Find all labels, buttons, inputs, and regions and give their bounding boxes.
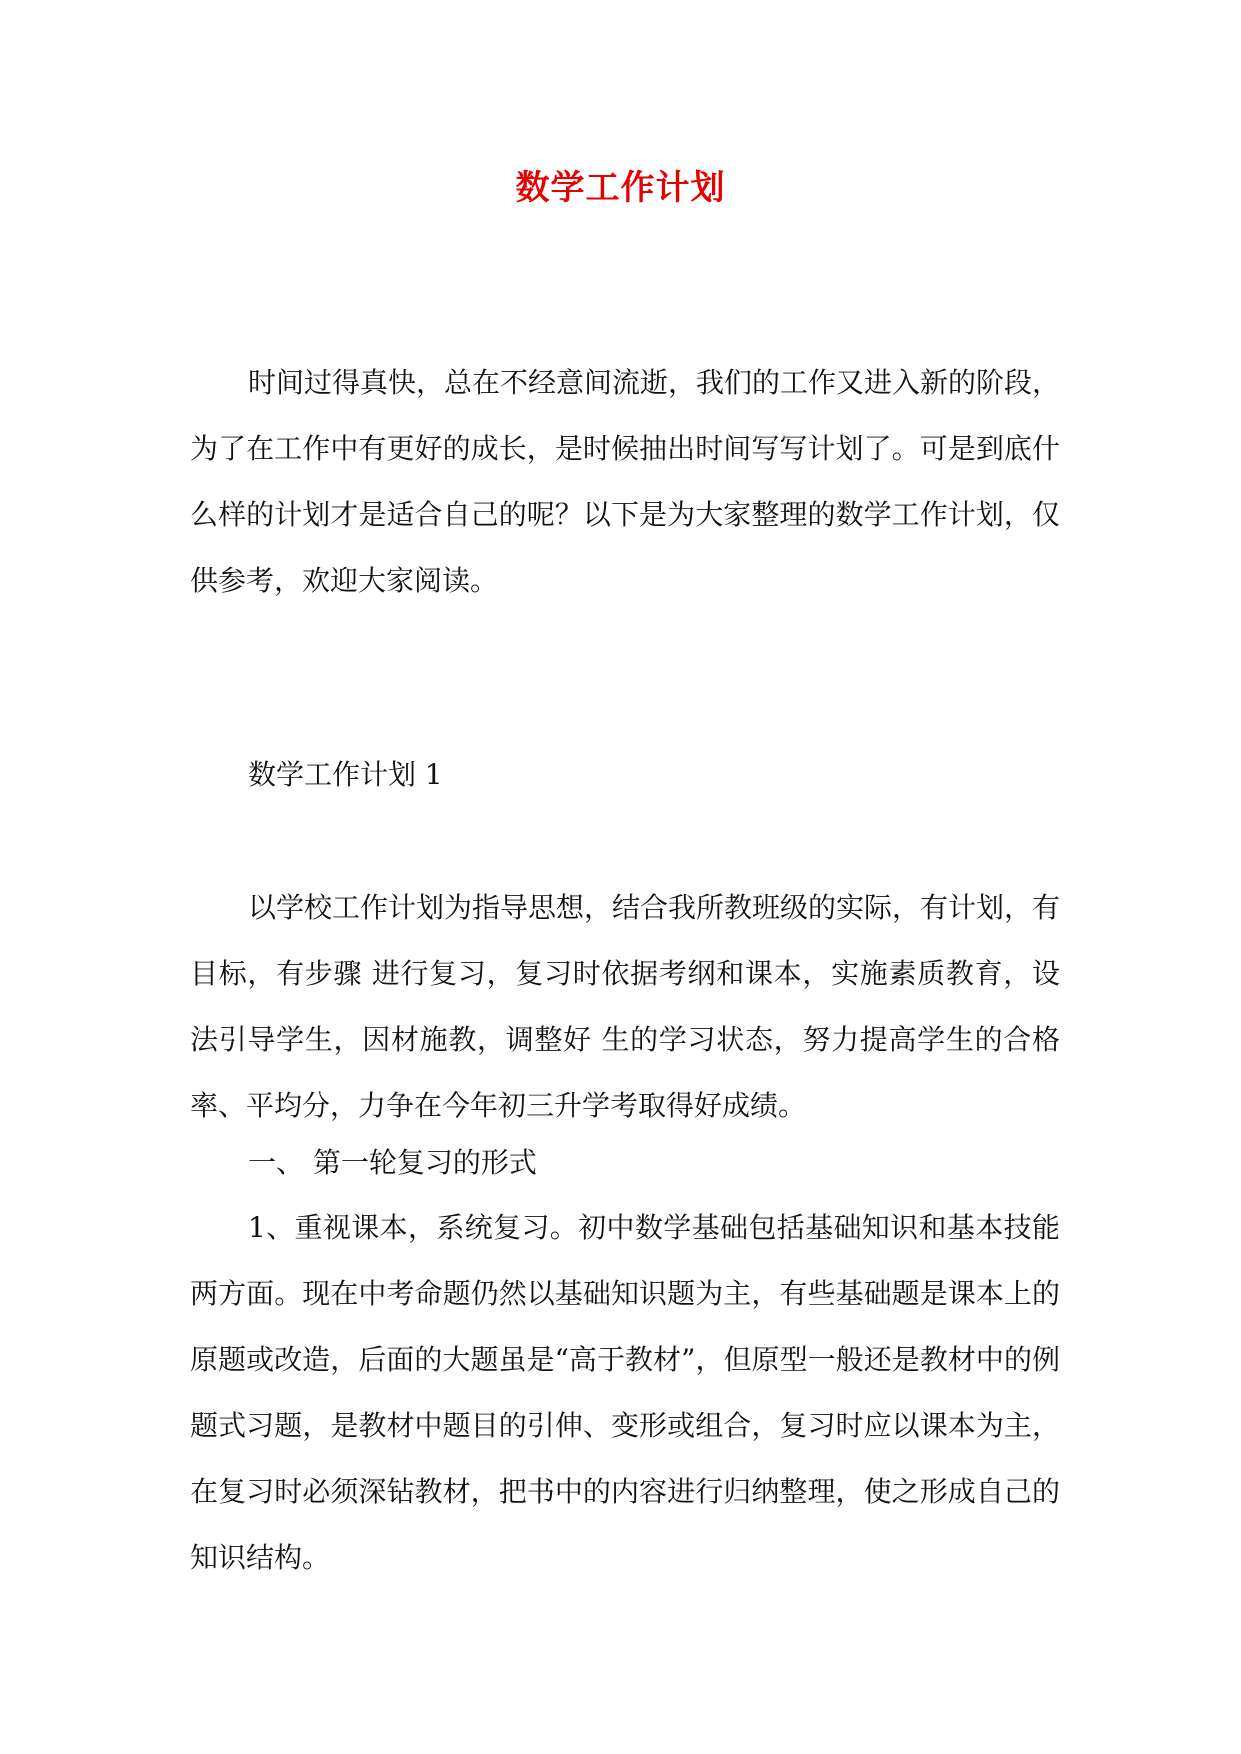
section-heading: 一、 第一轮复习的形式	[248, 1146, 537, 1179]
sub-heading: 数学工作计划 1	[248, 758, 443, 791]
intro-paragraph: 时间过得真快，总在不经意间流逝，我们的工作又进入新的阶段，为了在工作中有更好的成长，是时候抽出时间写写计划了。可是到底什么样的计划才是适合自己的呢？以下是为大家整理的数学工作计划，仅供参考，欢迎大家阅读。	[190, 366, 1061, 597]
body-paragraph-1: 以学校工作计划为指导思想，结合我所教班级的实际，有计划，有目标，有步骤 进行复习，复习时依据考纲和课本，实施素质教育，设法引导学生，因材施教，调整好 生的学习状态，努力提高学生的合格率、平均分，力争在今年初三升学考取得好成绩。	[190, 891, 1061, 1122]
document-title: 数学工作计划	[515, 168, 726, 208]
point-paragraph-1: 1、重视课本，系统复习。初中数学基础包括基础知识和基本技能两方面。现在中考命题仍然以基础知识题为主，有些基础题是课本上的原题或改造，后面的大题虽是“高于教材”，但原型一般还是教材中的例题式习题，是教材中题目的引伸、变形或组合，复习时应以课本为主，在复习时必须深钻教材，把书中的内容进行归纳整理，使之形成自己的知识结构。	[190, 1211, 1060, 1574]
